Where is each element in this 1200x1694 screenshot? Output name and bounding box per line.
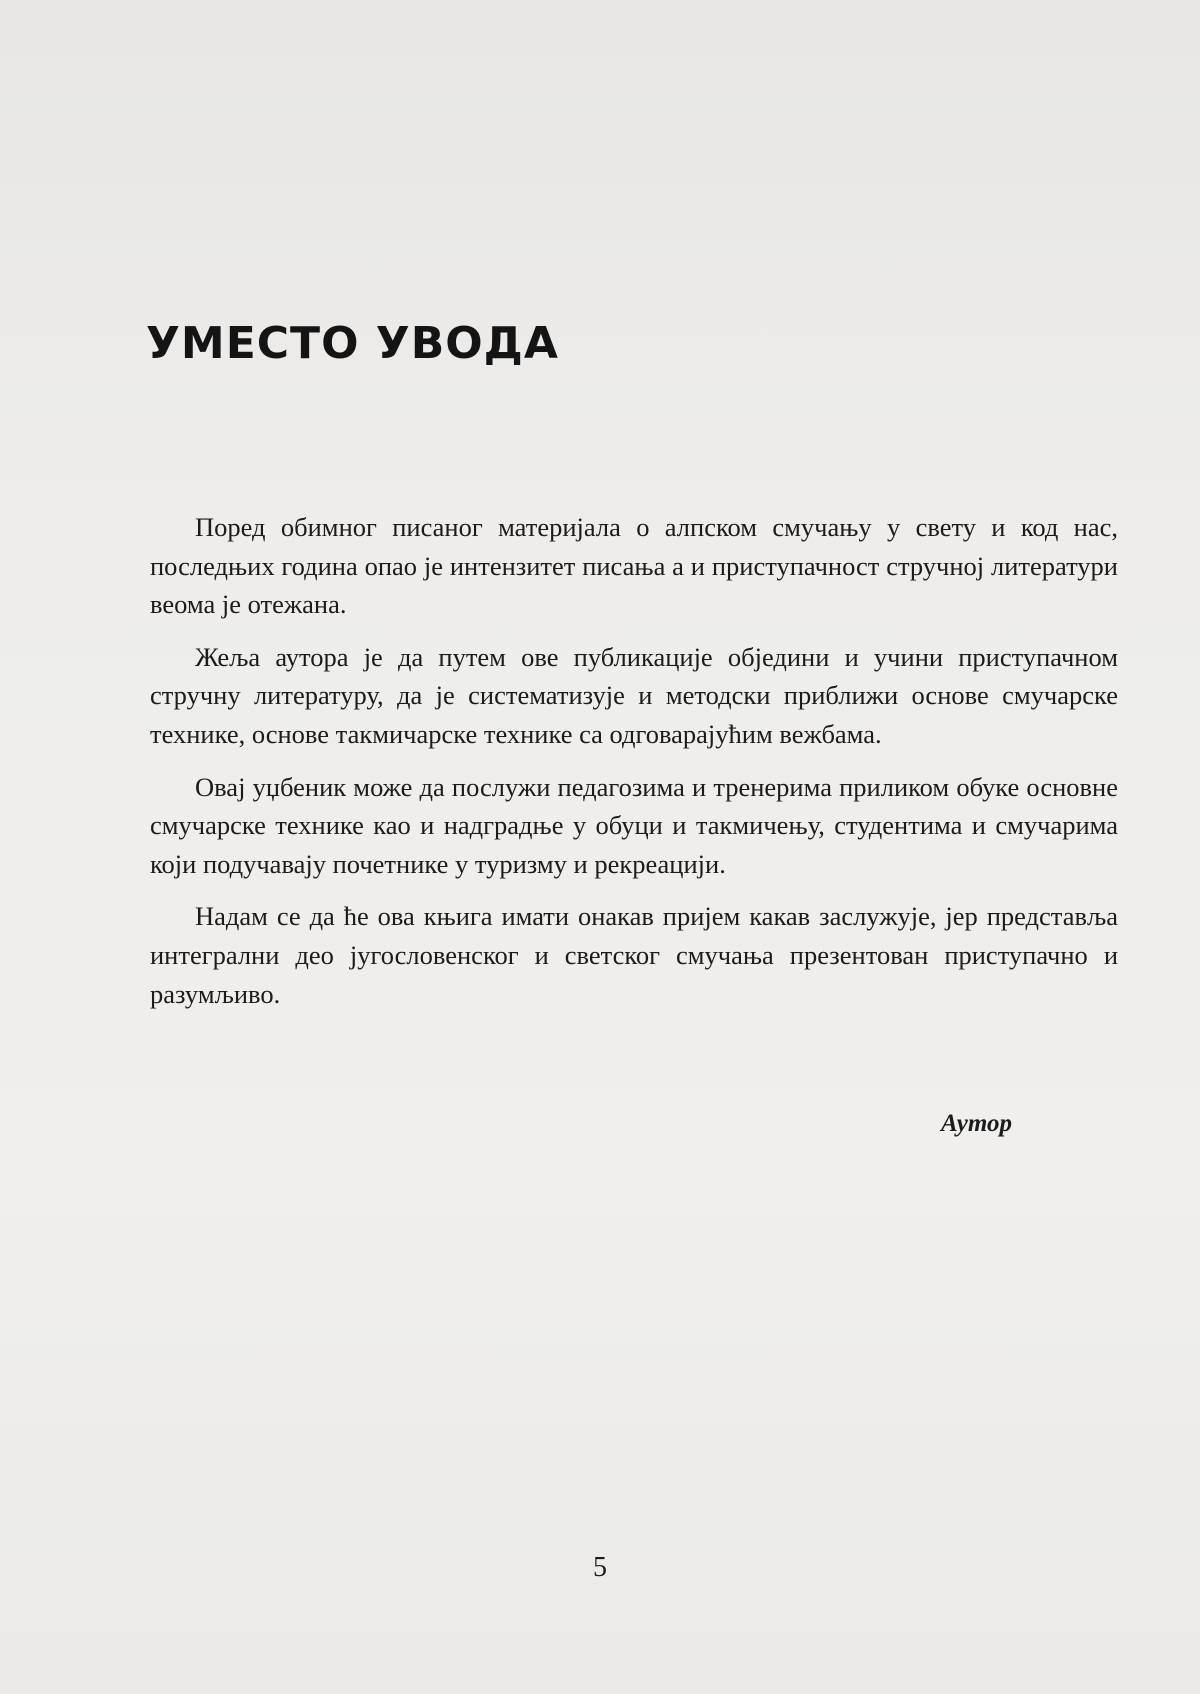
paragraph-2: Жеља аутора је да путем ове публикације обједини и учини приступачном стручну литературу, да је систематизује и методски приближи основе смучарске технике, основе такмичарске технике са одговарајућим вежбама. (150, 641, 1118, 749)
author-signature: Аутор (940, 1110, 1012, 1137)
page-number: 5 (593, 1552, 607, 1583)
chapter-heading: УМЕСТО УВОДА (146, 318, 559, 369)
paragraph-4: Надам се да ће ова књига имати онакав пријем какав заслужује, јер представља интегрални део југословенског и светског смучања презентован приступачно и разумљиво. (150, 901, 1118, 1009)
paragraph-3: Овај уџбеник може да послужи педагозима и тренерима приликом обуке основне смучарске технике као и надградње у обуци и такмичењу, студентима и смучарима који подучавају почетнике у туризму и рекреацији. (150, 771, 1118, 879)
paragraph-1: Поред обимног писаног материјала о алпском смучању у свету и код нас, последњих година опао је интензитет писања а и приступачност стручној литератури веома је отежана. (150, 512, 1118, 620)
body-text (150, 508, 1118, 1027)
